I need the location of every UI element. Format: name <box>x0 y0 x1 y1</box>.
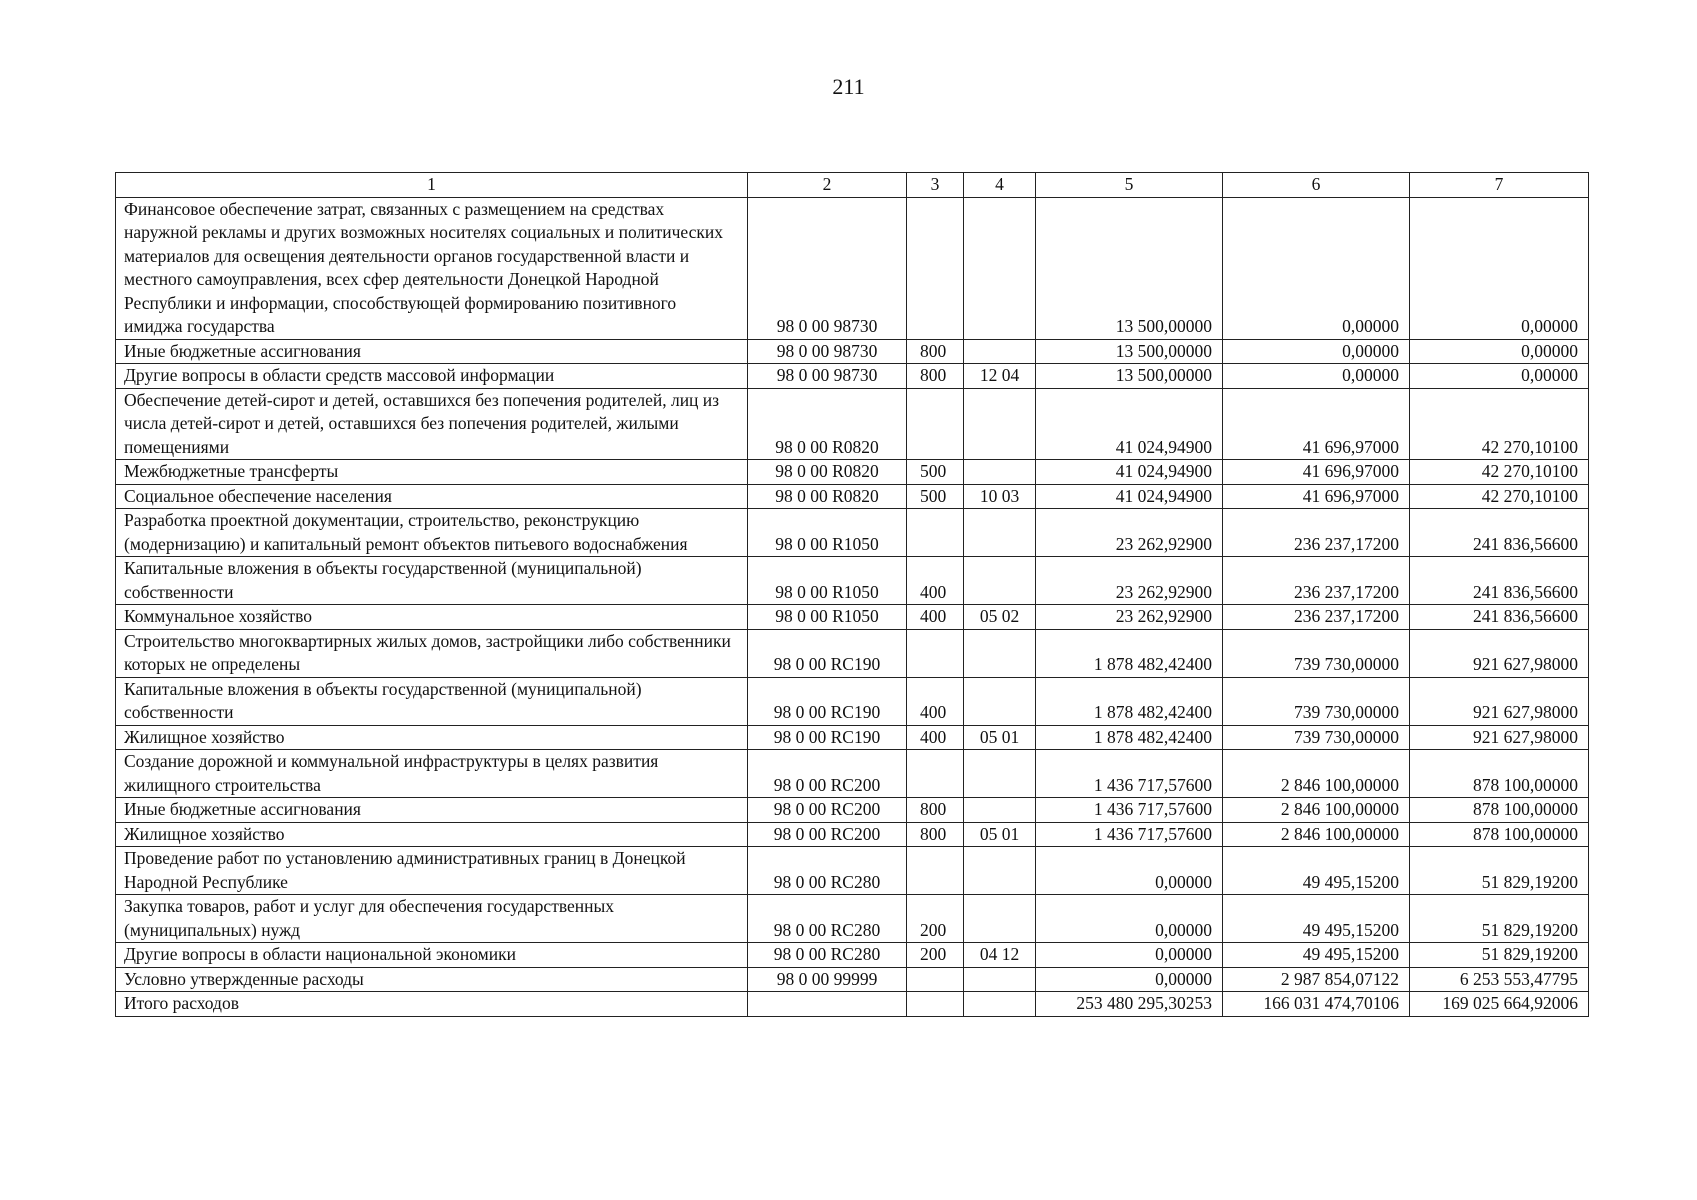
row-value-5: 13 500,00000 <box>1036 197 1223 339</box>
row-value-6: 739 730,00000 <box>1223 629 1410 677</box>
row-section <box>964 629 1036 677</box>
row-target-code: 98 0 00 98730 <box>748 364 907 389</box>
row-expense-type: 200 <box>907 895 964 943</box>
row-value-7: 241 836,56600 <box>1410 509 1589 557</box>
row-value-7: 42 270,10100 <box>1410 388 1589 460</box>
row-expense-type: 200 <box>907 943 964 968</box>
total-value-5: 253 480 295,30253 <box>1036 992 1223 1017</box>
row-value-5: 0,00000 <box>1036 943 1223 968</box>
row-value-7: 42 270,10100 <box>1410 484 1589 509</box>
table-row <box>116 484 1589 509</box>
row-name: Другие вопросы в области средств массовой информации <box>116 364 748 389</box>
row-value-7: 878 100,00000 <box>1410 822 1589 847</box>
row-expense-type <box>907 388 964 460</box>
row-name: Другие вопросы в области национальной экономики <box>116 943 748 968</box>
table-row <box>116 557 1589 605</box>
table-row <box>116 943 1589 968</box>
column-header-4: 4 <box>964 173 1036 198</box>
row-value-5: 0,00000 <box>1036 967 1223 992</box>
row-value-6: 49 495,15200 <box>1223 847 1410 895</box>
row-value-7: 921 627,98000 <box>1410 677 1589 725</box>
row-value-7: 51 829,19200 <box>1410 943 1589 968</box>
row-value-6: 739 730,00000 <box>1223 725 1410 750</box>
row-section <box>964 798 1036 823</box>
row-value-5: 1 878 482,42400 <box>1036 725 1223 750</box>
row-target-code: 98 0 00 RC200 <box>748 750 907 798</box>
row-value-5: 13 500,00000 <box>1036 339 1223 364</box>
row-target-code: 98 0 00 R1050 <box>748 509 907 557</box>
row-value-5: 0,00000 <box>1036 847 1223 895</box>
row-value-6: 41 696,97000 <box>1223 460 1410 485</box>
row-section: 04 12 <box>964 943 1036 968</box>
row-value-5: 41 024,94900 <box>1036 388 1223 460</box>
row-target-code: 98 0 00 98730 <box>748 197 907 339</box>
row-value-7: 6 253 553,47795 <box>1410 967 1589 992</box>
row-target-code: 98 0 00 RC200 <box>748 798 907 823</box>
row-value-6: 0,00000 <box>1223 364 1410 389</box>
row-section: 05 02 <box>964 605 1036 630</box>
row-expense-type: 500 <box>907 460 964 485</box>
table-row <box>116 388 1589 460</box>
row-expense-type <box>907 197 964 339</box>
row-value-6: 236 237,17200 <box>1223 557 1410 605</box>
row-value-5: 1 878 482,42400 <box>1036 677 1223 725</box>
row-expense-type <box>907 629 964 677</box>
row-name: Иные бюджетные ассигнования <box>116 339 748 364</box>
row-target-code: 98 0 00 RC190 <box>748 629 907 677</box>
row-name: Капитальные вложения в объекты государственной (муниципальной) собственности <box>116 557 748 605</box>
row-value-7: 0,00000 <box>1410 364 1589 389</box>
table-row <box>116 847 1589 895</box>
row-expense-type <box>907 750 964 798</box>
table-row <box>116 460 1589 485</box>
table-row <box>116 339 1589 364</box>
row-value-6: 236 237,17200 <box>1223 605 1410 630</box>
row-value-5: 41 024,94900 <box>1036 484 1223 509</box>
row-target-code: 98 0 00 RC280 <box>748 847 907 895</box>
row-value-7: 921 627,98000 <box>1410 725 1589 750</box>
row-value-5: 23 262,92900 <box>1036 605 1223 630</box>
table-row <box>116 364 1589 389</box>
row-section <box>964 388 1036 460</box>
row-expense-type: 400 <box>907 557 964 605</box>
row-value-5: 1 436 717,57600 <box>1036 750 1223 798</box>
row-value-6: 41 696,97000 <box>1223 484 1410 509</box>
row-value-7: 878 100,00000 <box>1410 750 1589 798</box>
table-row <box>116 725 1589 750</box>
row-expense-type: 400 <box>907 725 964 750</box>
table-row <box>116 822 1589 847</box>
row-value-6: 2 846 100,00000 <box>1223 822 1410 847</box>
table-row <box>116 197 1589 339</box>
row-value-5: 23 262,92900 <box>1036 557 1223 605</box>
row-value-5: 13 500,00000 <box>1036 364 1223 389</box>
row-section <box>964 677 1036 725</box>
row-value-7: 51 829,19200 <box>1410 895 1589 943</box>
table-row <box>116 677 1589 725</box>
row-section <box>964 967 1036 992</box>
row-section <box>964 339 1036 364</box>
row-expense-type <box>907 967 964 992</box>
row-value-7: 921 627,98000 <box>1410 629 1589 677</box>
row-value-6: 739 730,00000 <box>1223 677 1410 725</box>
row-name: Условно утвержденные расходы <box>116 967 748 992</box>
row-target-code: 98 0 00 RC190 <box>748 725 907 750</box>
row-expense-type: 800 <box>907 364 964 389</box>
row-target-code: 98 0 00 R1050 <box>748 557 907 605</box>
row-name: Строительство многоквартирных жилых домов, застройщики либо собственники которых не определены <box>116 629 748 677</box>
row-name: Проведение работ по установлению административных границ в Донецкой Народной Республике <box>116 847 748 895</box>
row-value-6: 0,00000 <box>1223 197 1410 339</box>
row-value-6: 49 495,15200 <box>1223 943 1410 968</box>
row-name: Создание дорожной и коммунальной инфраструктуры в целях развития жилищного строительства <box>116 750 748 798</box>
row-value-7: 42 270,10100 <box>1410 460 1589 485</box>
row-section: 05 01 <box>964 725 1036 750</box>
row-target-code <box>748 992 907 1017</box>
row-target-code: 98 0 00 RC190 <box>748 677 907 725</box>
row-target-code: 98 0 00 99999 <box>748 967 907 992</box>
row-section <box>964 750 1036 798</box>
row-name: Жилищное хозяйство <box>116 725 748 750</box>
total-label: Итого расходов <box>116 992 748 1017</box>
row-section <box>964 557 1036 605</box>
row-expense-type <box>907 992 964 1017</box>
row-section <box>964 460 1036 485</box>
row-expense-type: 800 <box>907 822 964 847</box>
row-expense-type: 400 <box>907 605 964 630</box>
row-section: 05 01 <box>964 822 1036 847</box>
row-section: 10 03 <box>964 484 1036 509</box>
row-value-6: 2 846 100,00000 <box>1223 750 1410 798</box>
row-section <box>964 992 1036 1017</box>
total-value-7: 169 025 664,92006 <box>1410 992 1589 1017</box>
row-name: Иные бюджетные ассигнования <box>116 798 748 823</box>
row-expense-type: 500 <box>907 484 964 509</box>
column-number-row <box>116 173 1589 198</box>
column-header-2: 2 <box>748 173 907 198</box>
row-value-6: 2 987 854,07122 <box>1223 967 1410 992</box>
row-value-6: 41 696,97000 <box>1223 388 1410 460</box>
table-row <box>116 629 1589 677</box>
row-section <box>964 197 1036 339</box>
row-expense-type: 800 <box>907 339 964 364</box>
row-value-7: 0,00000 <box>1410 339 1589 364</box>
table-row <box>116 750 1589 798</box>
row-name: Капитальные вложения в объекты государственной (муниципальной) собственности <box>116 677 748 725</box>
row-expense-type: 800 <box>907 798 964 823</box>
row-value-7: 241 836,56600 <box>1410 557 1589 605</box>
row-value-6: 0,00000 <box>1223 339 1410 364</box>
row-value-7: 0,00000 <box>1410 197 1589 339</box>
row-name: Коммунальное хозяйство <box>116 605 748 630</box>
row-name: Межбюджетные трансферты <box>116 460 748 485</box>
row-expense-type: 400 <box>907 677 964 725</box>
row-expense-type <box>907 847 964 895</box>
total-row <box>116 992 1589 1017</box>
row-value-6: 236 237,17200 <box>1223 509 1410 557</box>
row-name: Закупка товаров, работ и услуг для обеспечения государственных (муниципальных) нужд <box>116 895 748 943</box>
row-section: 12 04 <box>964 364 1036 389</box>
total-value-6: 166 031 474,70106 <box>1223 992 1410 1017</box>
row-target-code: 98 0 00 R0820 <box>748 460 907 485</box>
row-section <box>964 509 1036 557</box>
row-expense-type <box>907 509 964 557</box>
table-row <box>116 509 1589 557</box>
table-row <box>116 605 1589 630</box>
column-header-1: 1 <box>116 173 748 198</box>
table-row <box>116 798 1589 823</box>
row-value-5: 1 878 482,42400 <box>1036 629 1223 677</box>
row-target-code: 98 0 00 RC200 <box>748 822 907 847</box>
column-header-6: 6 <box>1223 173 1410 198</box>
row-name: Разработка проектной документации, строительство, реконструкцию (модернизацию) и капитальный ремонт объектов питьевого водоснабжения <box>116 509 748 557</box>
column-header-5: 5 <box>1036 173 1223 198</box>
row-name: Финансовое обеспечение затрат, связанных с размещением на средствах наружной рекламы и других возможных носителях социальных и политических материалов для освещения деятельности органов государственной власти и местного самоуправления, всех сфер деятельности Донецкой Народной Республики и информации, способствующей формированию позитивного имиджа государства <box>116 197 748 339</box>
row-section <box>964 847 1036 895</box>
row-target-code: 98 0 00 R0820 <box>748 484 907 509</box>
row-target-code: 98 0 00 RC280 <box>748 943 907 968</box>
row-value-7: 878 100,00000 <box>1410 798 1589 823</box>
row-target-code: 98 0 00 R1050 <box>748 605 907 630</box>
row-value-5: 23 262,92900 <box>1036 509 1223 557</box>
page-number: 211 <box>832 74 865 99</box>
row-value-7: 241 836,56600 <box>1410 605 1589 630</box>
row-value-5: 0,00000 <box>1036 895 1223 943</box>
table-row <box>116 967 1589 992</box>
row-name: Обеспечение детей-сирот и детей, оставшихся без попечения родителей, лиц из числа детей-сирот и детей, оставшихся без попечения родителей, жилыми помещениями <box>116 388 748 460</box>
column-header-7: 7 <box>1410 173 1589 198</box>
row-target-code: 98 0 00 RC280 <box>748 895 907 943</box>
row-value-5: 1 436 717,57600 <box>1036 822 1223 847</box>
row-value-5: 1 436 717,57600 <box>1036 798 1223 823</box>
row-name: Социальное обеспечение населения <box>116 484 748 509</box>
row-name: Жилищное хозяйство <box>116 822 748 847</box>
row-section <box>964 895 1036 943</box>
row-value-6: 49 495,15200 <box>1223 895 1410 943</box>
row-value-5: 41 024,94900 <box>1036 460 1223 485</box>
column-header-3: 3 <box>907 173 964 198</box>
budget-table <box>115 172 1589 1017</box>
row-target-code: 98 0 00 R0820 <box>748 388 907 460</box>
row-target-code: 98 0 00 98730 <box>748 339 907 364</box>
row-value-7: 51 829,19200 <box>1410 847 1589 895</box>
table-row <box>116 895 1589 943</box>
row-value-6: 2 846 100,00000 <box>1223 798 1410 823</box>
